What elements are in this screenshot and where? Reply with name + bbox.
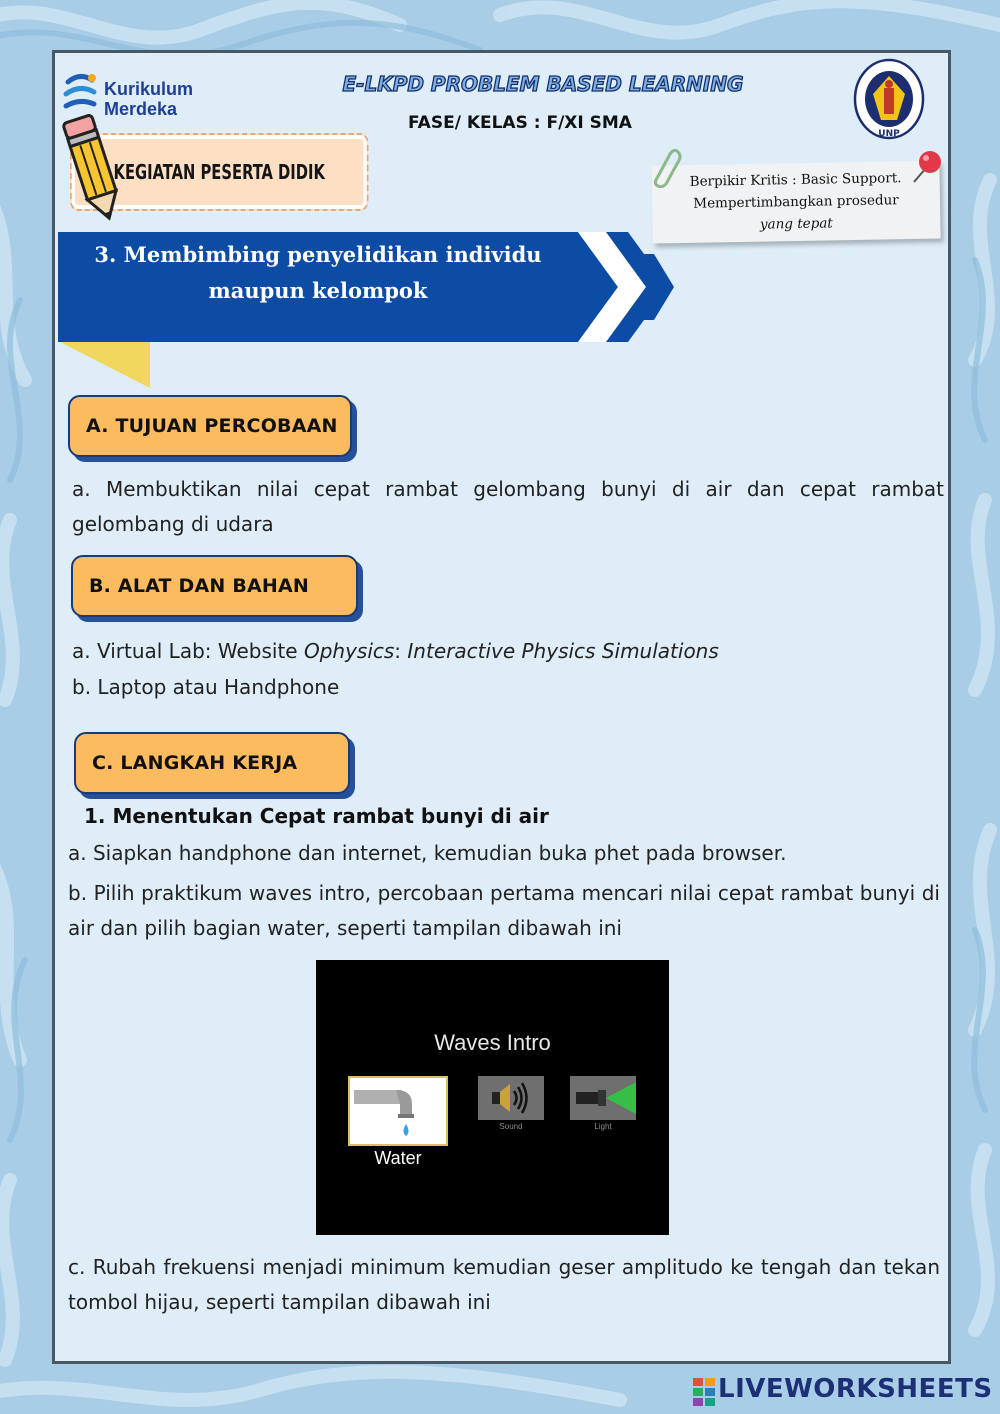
step-a: a. Siapkan handphone dan internet, kemudian buka phet pada browser. [68,841,787,865]
step-c: c. Rubah frekuensi menjadi minimum kemudian geser amplitudo ke tengah dan tekan tombol hijau, seperti tampilan dibawah ini [68,1255,940,1314]
step-b: b. Pilih praktikum waves intro, percobaan pertama mencari nilai cepat rambat bunyi di air dan pilih bagian water, seperti tampilan dibawah ini [68,881,940,940]
logo-line-2: Merdeka [104,99,178,119]
pushpin-icon [906,148,946,188]
section-a-label: A. TUJUAN PERCOBAAN [86,415,338,437]
item-1-italic-1: Ophysics [303,639,395,663]
page-title: E-LKPD PROBLEM BASED LEARNING [342,72,744,96]
section-a-text: a. Membuktikan nilai cepat rambat gelombang bunyi di air dan cepat rambat gelombang di udara [72,477,944,536]
activity-label: KEGIATAN PESERTA DIDIK [113,160,325,184]
logo-line-1: Kurikulum [104,79,194,99]
item-1-prefix: a. Virtual Lab: Website [72,639,304,663]
section-b-item-2: b. Laptop atau Handphone [72,675,340,699]
section-b-label: B. ALAT DAN BAHAN [89,575,310,597]
section-a-title [68,395,352,457]
section-c-label: C. LANGKAH KERJA [92,752,298,774]
section-c-title [74,732,350,794]
light-option[interactable] [570,1076,636,1120]
laser-icon [570,1076,636,1120]
unp-seal-icon [853,58,925,140]
waves-intro-screenshot [316,960,669,1235]
water-label: Water [374,1148,422,1168]
note-line-1: Berpikir Kritis : Basic Support. [689,170,902,190]
sound-label: Sound [499,1122,523,1131]
banner-line-1: 3. Membimbing penyelidikan individu [94,242,542,267]
section-b-item-1 [72,634,944,669]
sound-option[interactable] [478,1076,544,1120]
seal-text: UNP [878,129,900,139]
light-label: Light [594,1122,612,1131]
section-b-title [71,555,358,617]
item-1-separator: : [394,639,408,663]
banner-line-2: maupun kelompok [208,278,428,303]
paperclip-icon [648,146,682,188]
procedure-heading: 1. Menentukan Cepat rambat bunyi di air [84,804,549,828]
faucet-icon [350,1078,446,1144]
screenshot-title: Waves Intro [434,1030,551,1055]
page-subtitle: FASE/ KELAS : F/XI SMA [408,113,632,133]
liveworksheets-logo-icon [693,1378,715,1406]
water-option[interactable] [348,1076,448,1146]
note-line-2: Mempertimbangkan prosedur [693,192,899,212]
liveworksheets-brand: LIVEWORKSHEETS [718,1374,993,1404]
item-1-italic-2: Interactive Physics Simulations [407,639,719,663]
note-line-3: yang tepat [759,215,833,233]
pencil-icon [60,108,130,226]
critical-thinking-note [651,160,940,243]
speaker-icon [478,1076,544,1120]
